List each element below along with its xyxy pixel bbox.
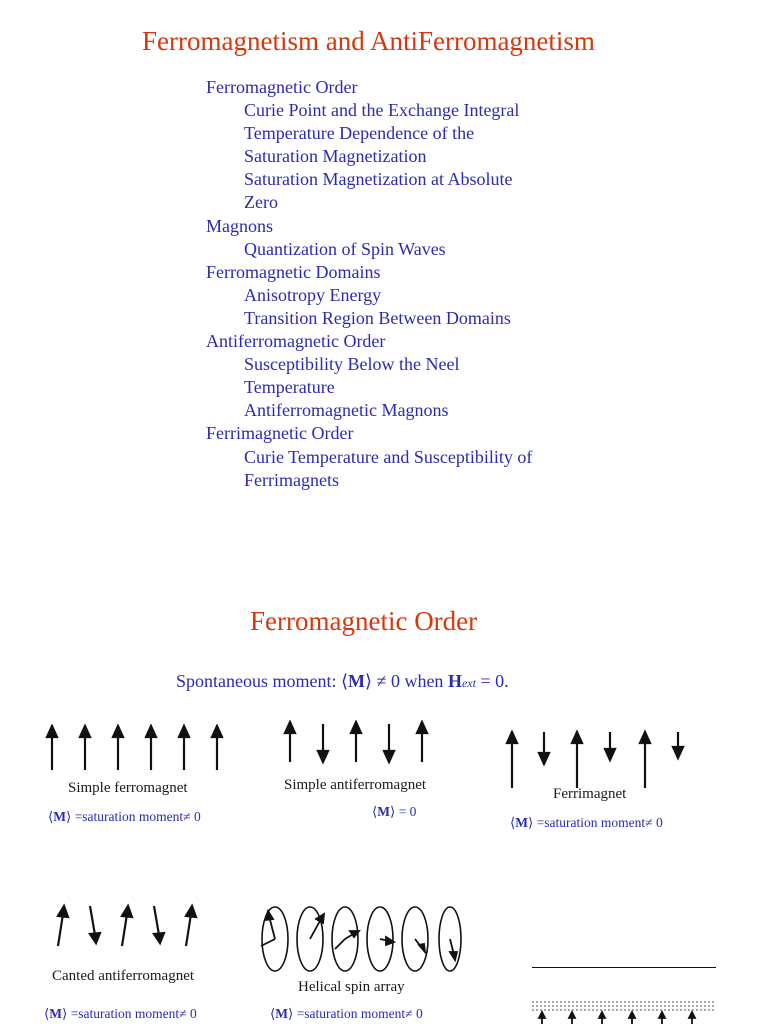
helical-spin-array-diagram (255, 904, 465, 974)
angle-close: ⟩ (365, 671, 373, 691)
helical-spin-array-moment (270, 1006, 423, 1022)
outline-subtopic: Saturation Magnetization (244, 146, 427, 167)
moment-text: = 0 (395, 804, 417, 819)
outline-subtopic: Curie Point and the Exchange Integral (244, 100, 520, 121)
helical-spin-array-caption: Helical spin array (298, 979, 405, 995)
simple-ferromagnet-diagram (40, 724, 230, 774)
canted-antiferromagnet-moment (44, 1006, 197, 1022)
angle-open: ⟨ (44, 1006, 50, 1021)
outline-subtopic: Temperature Dependence of the (244, 123, 475, 144)
divider-line (532, 967, 716, 968)
angle-open: ⟨ (270, 1006, 276, 1021)
angle-close: ⟩ (288, 1006, 294, 1021)
simple-ferromagnet-caption: Simple ferromagnet (68, 780, 188, 796)
outline-subtopic: Antiferromagnetic Magnons (244, 400, 449, 421)
outline-subtopic: Temperature (244, 377, 335, 398)
outline-topic: Magnons (206, 215, 273, 236)
outline-topic: Ferrimagnetic Order (206, 423, 354, 444)
simple-antiferromagnet-caption: Simple antiferromagnet (284, 777, 427, 793)
outline-topic: Ferromagnetic Order (206, 77, 358, 97)
moment-text: =saturation moment≠ 0 (293, 1006, 423, 1021)
page-title: Ferromagnetism and AntiFerromagnetism (142, 26, 595, 56)
moment-text: =saturation moment≠ 0 (67, 1006, 197, 1021)
simple-antiferromagnet-moment (372, 804, 416, 820)
outline-subtopic: Anisotropy Energy (244, 284, 382, 305)
field-subscript: ext (461, 676, 476, 690)
topic-outline (206, 76, 626, 492)
canted-antiferromagnet-caption: Canted antiferromagnet (52, 968, 195, 984)
simple-ferromagnet-moment (48, 809, 201, 825)
outline-subtopic: Transition Region Between Domains (244, 307, 511, 328)
ferrimagnet-moment (510, 815, 663, 831)
ferrimagnet-diagram (500, 728, 690, 790)
outline-subtopic: Susceptibility Below the Neel (244, 354, 460, 375)
magnetization-symbol: M (515, 815, 529, 830)
outline-subtopic: Quantization of Spin Waves (244, 238, 446, 259)
section-title: Ferromagnetic Order (250, 606, 478, 636)
simple-antiferromagnet-diagram (278, 720, 438, 766)
magnetization-symbol: M (348, 671, 366, 691)
angle-close: ⟩ (66, 809, 72, 824)
angle-open: ⟨ (48, 809, 54, 824)
angle-open: ⟨ (510, 815, 516, 830)
outline-subtopic: Saturation Magnetization at Absolute (244, 169, 513, 190)
angle-open: ⟨ (372, 804, 378, 819)
moment-text: =saturation moment≠ 0 (533, 815, 663, 830)
ferrimagnet-caption: Ferrimagnet (553, 786, 627, 802)
outline-subtopic: Ferrimagnets (244, 469, 339, 490)
spontaneous-condition: ≠ 0 when (372, 671, 448, 691)
spontaneous-suffix: = 0. (475, 671, 509, 691)
outline-subtopic: Zero (244, 192, 278, 213)
outline-topic: Antiferromagnetic Order (206, 331, 386, 352)
field-symbol: H (447, 671, 462, 691)
magnetization-symbol: M (49, 1006, 63, 1021)
outline-topic: Ferromagnetic Domains (206, 261, 381, 282)
spontaneous-moment-statement (176, 671, 509, 692)
angle-close: ⟩ (62, 1006, 68, 1021)
magnetization-symbol: M (275, 1006, 289, 1021)
magnetization-symbol: M (53, 809, 67, 824)
angle-open: ⟨ (341, 671, 349, 691)
magnetization-symbol: M (377, 804, 391, 819)
partial-spin-diagram (532, 998, 716, 1024)
moment-text: =saturation moment≠ 0 (71, 809, 201, 824)
canted-antiferromagnet-diagram (50, 902, 210, 950)
spontaneous-prefix: Spontaneous moment: (176, 671, 341, 691)
outline-subtopic: Curie Temperature and Susceptibility of (244, 446, 533, 467)
angle-close: ⟩ (390, 804, 396, 819)
angle-close: ⟩ (528, 815, 534, 830)
